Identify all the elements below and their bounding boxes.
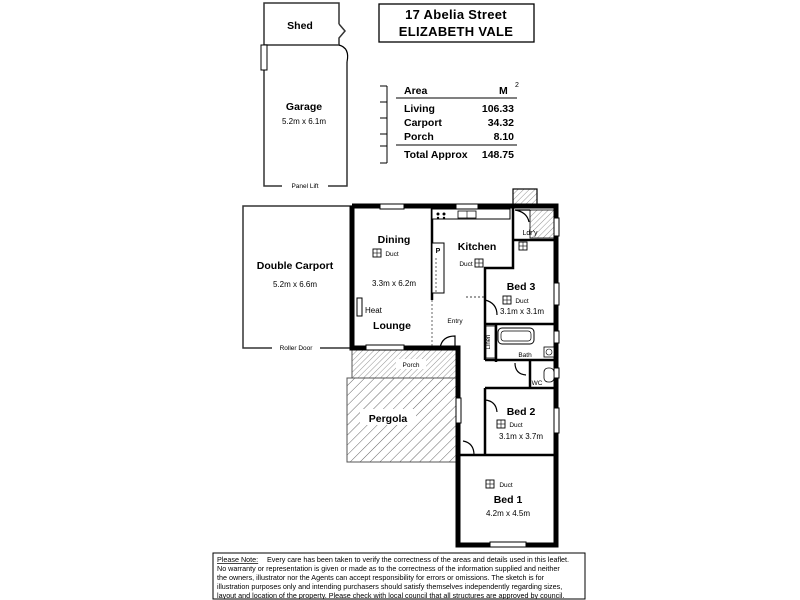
bed2-door-swing xyxy=(485,400,497,412)
address-box xyxy=(379,4,534,42)
bed2 xyxy=(485,400,543,441)
wc-label: WC xyxy=(531,380,543,387)
pantry-label: P xyxy=(435,248,441,255)
laundry-chimney xyxy=(513,189,537,206)
porch-label: Porch xyxy=(402,362,420,369)
area-row-label: Carport xyxy=(404,117,442,129)
bed2-label: Bed 2 xyxy=(506,406,536,418)
shed-label: Shed xyxy=(287,20,313,32)
area-total-value: 148.75 xyxy=(481,149,514,161)
garage-window xyxy=(261,45,267,70)
pergola xyxy=(347,378,460,462)
duct-label: Duct xyxy=(385,251,399,258)
bath-door-swing xyxy=(515,363,526,375)
note-heading: Please Note: xyxy=(217,555,259,564)
area-row-label: Living xyxy=(404,103,435,115)
bath-label: Bath xyxy=(518,352,532,359)
roller-door-label: Roller Door xyxy=(279,345,313,352)
bed1 xyxy=(463,441,530,518)
lounge-label: Lounge xyxy=(373,320,411,332)
area-row-value: 8.10 xyxy=(493,131,514,143)
basin-icon xyxy=(544,347,554,357)
toilet-icon xyxy=(544,368,554,382)
note-line: illustration purposes only and intending purchasers should satisfy themselves independently regarding sizes, xyxy=(217,582,563,591)
note-line: Every care has been taken to verify the correctness of the areas and details used in this leaflet. xyxy=(267,555,570,564)
area-row-label: Porch xyxy=(404,131,434,143)
duct-label: Duct xyxy=(515,298,529,305)
suburb: ELIZABETH VALE xyxy=(398,24,514,39)
panel-lift-label: Panel Lift xyxy=(291,183,319,190)
shed xyxy=(264,3,345,45)
area-row-value: 34.32 xyxy=(487,117,514,129)
duct-label: Duct xyxy=(509,422,523,429)
duct-label: Duct xyxy=(459,261,473,268)
garage-dims: 5.2m x 6.1m xyxy=(281,117,327,126)
laundry xyxy=(515,210,554,250)
laundry-label: Ldr'y xyxy=(522,230,538,237)
bed1-dims: 4.2m x 4.5m xyxy=(485,509,531,518)
area-header-label: Area xyxy=(404,85,428,97)
street-address: 17 Abelia Street xyxy=(405,7,507,22)
heat-label: Heat xyxy=(365,306,382,315)
dining-dims: 3.3m x 6.2m xyxy=(371,279,417,288)
garage xyxy=(261,45,348,190)
area-total-label: Total Approx xyxy=(404,149,468,161)
area-header-unit: M xyxy=(499,85,508,97)
disclaimer-note xyxy=(213,553,585,600)
entry-label: Entry xyxy=(447,318,463,325)
bed1-label: Bed 1 xyxy=(493,494,523,506)
bath-tub xyxy=(498,328,534,344)
note-line: the owners, illustrator nor the Agents can accept responsibility for errors or omissions. The sketch is for xyxy=(217,573,545,582)
bed3 xyxy=(485,281,544,316)
note-line: layout and location of the property. Please check with local council that all structures are approved by council. xyxy=(217,591,565,600)
bed3-door-swing xyxy=(485,300,497,315)
garage-door-swing xyxy=(339,45,348,62)
pergola-label: Pergola xyxy=(368,413,408,425)
porch xyxy=(352,349,458,378)
carport-dims: 5.2m x 6.6m xyxy=(272,280,318,289)
bed1-door-swing xyxy=(463,441,474,455)
duct-label: Duct xyxy=(499,482,513,489)
entry xyxy=(432,300,463,348)
bed3-dims: 3.1m x 3.1m xyxy=(499,307,545,316)
dining-lounge xyxy=(365,234,416,332)
bed3-label: Bed 3 xyxy=(506,281,536,293)
dining-label: Dining xyxy=(377,234,411,246)
kitchen xyxy=(432,209,510,297)
linen-label: Linen xyxy=(486,334,492,350)
double-carport xyxy=(243,206,352,352)
bed2-dims: 3.1m x 3.7m xyxy=(498,432,544,441)
area-header-unit-sup: 2 xyxy=(515,82,519,89)
area-row-value: 106.33 xyxy=(481,103,514,115)
kitchen-label: Kitchen xyxy=(457,241,497,253)
garage-label: Garage xyxy=(285,101,323,113)
carport-label: Double Carport xyxy=(256,260,334,272)
area-table xyxy=(380,82,519,163)
note-line: No warranty or representation is given or made as to the correctness of the information supplied and neither xyxy=(217,564,560,573)
